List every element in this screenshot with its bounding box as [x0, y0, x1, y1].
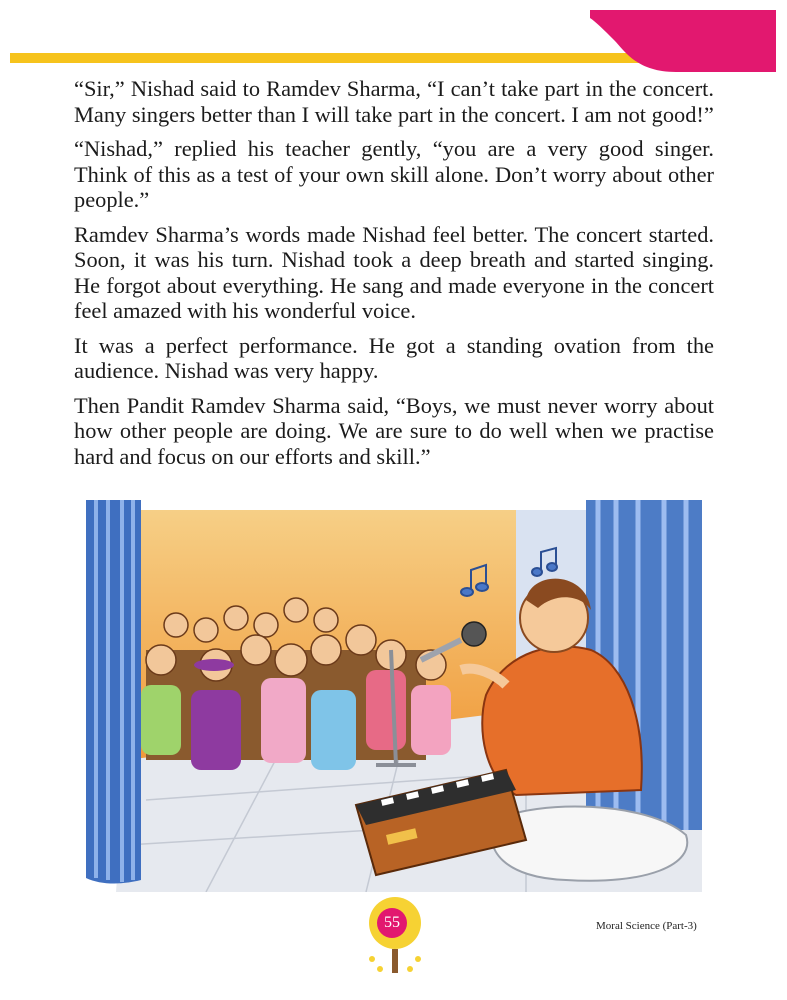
story-paragraph: “Nishad,” replied his teacher gently, “you are a very good singer. Think of this as a test of your own skill alone. Don’t worry about other people.” [74, 136, 714, 212]
story-paragraph: It was a perfect performance. He got a standing ovation from the audience. Nishad was very happy. [74, 332, 714, 383]
story-text [74, 76, 714, 478]
story-paragraph: “Sir,” Nishad said to Ramdev Sharma, “I can’t take part in the concert. Many singers better than I will take part in the concert. I am not good!” [74, 76, 714, 127]
book-title: Moral Science (Part-3) [596, 920, 697, 932]
page-number: 55 [377, 908, 407, 938]
story-paragraph: Ramdev Sharma’s words made Nishad feel better. The concert started. Soon, it was his turn. Nishad took a deep breath and started singing. He forgot about everything. He sang and made everyone in the concert feel amazed with his wonderful voice. [74, 221, 714, 323]
stage-curtain-icon [86, 500, 141, 884]
concert-illustration [86, 500, 702, 892]
story-paragraph: Then Pandit Ramdev Sharma said, “Boys, we must never worry about how other people are doing. We are sure to do well when we practise hard and focus on our efforts and skill.” [74, 392, 714, 469]
magenta-corner-tab [586, 10, 776, 72]
